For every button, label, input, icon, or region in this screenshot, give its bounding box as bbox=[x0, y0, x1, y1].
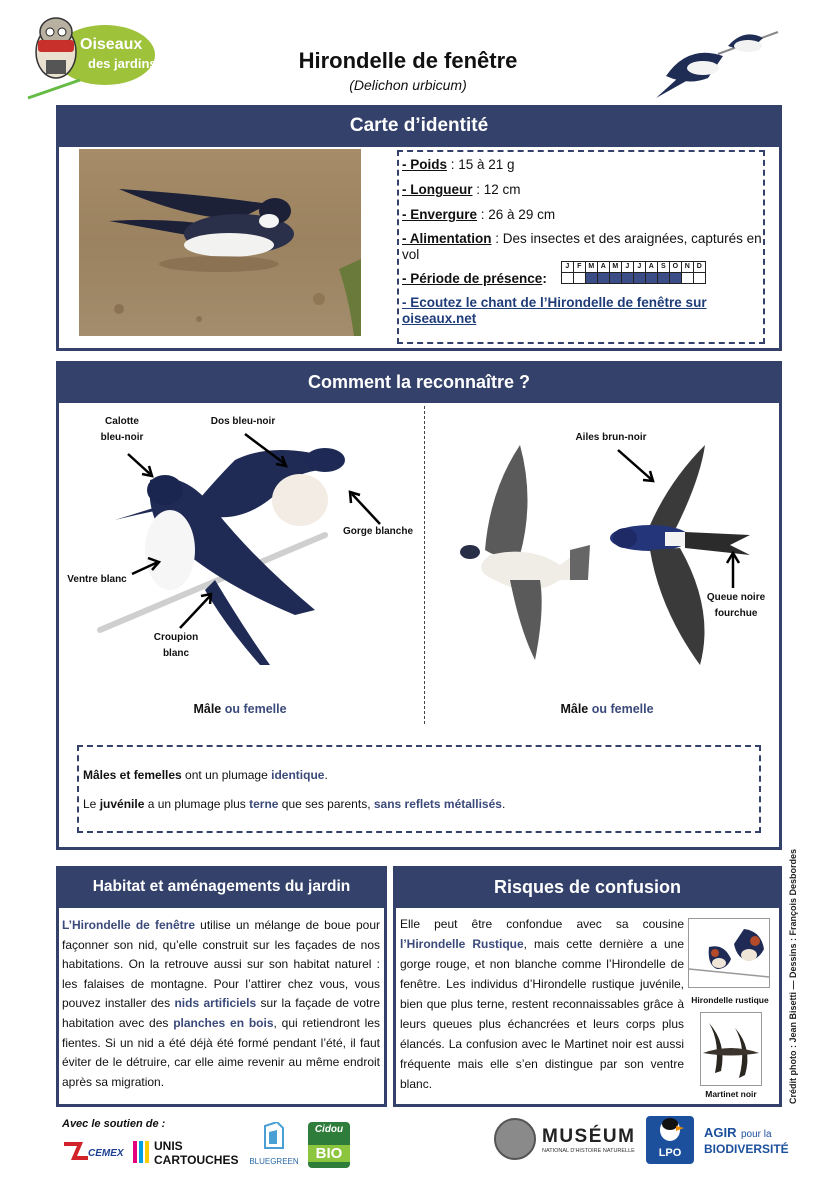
header-swallows-illustration bbox=[648, 16, 788, 106]
label-calotte: Calotte bleu-noir bbox=[100, 416, 144, 443]
cemex-logo bbox=[62, 1140, 128, 1170]
label-croupion: Croupion blanc bbox=[153, 632, 199, 659]
bluegreen-text: BLUEGREEN bbox=[249, 1157, 299, 1166]
fact-span-value: : 26 à 29 cm bbox=[477, 207, 556, 222]
habitat-f: , qui retiendront les fientes. Si un nid a été déjà été formé pendant l’été, il faut éviter de le détruire, car elle aime revenir au même endroit après sa migration. bbox=[62, 1015, 381, 1089]
calendar-month-1: J bbox=[561, 261, 573, 272]
label-gorge: Gorge blanche bbox=[342, 526, 413, 537]
fact-span-label: - Envergure bbox=[402, 207, 478, 222]
calendar-presence-12 bbox=[693, 272, 705, 283]
photo-credit: Crédit photo : Jean Bisetti — Dessins : François Desbordes bbox=[788, 848, 798, 1104]
fact-weight bbox=[402, 156, 762, 174]
calendar-month-11: N bbox=[681, 261, 693, 272]
confusion-b: l’Hirondelle Rustique bbox=[400, 937, 524, 951]
plumage-note-2 bbox=[83, 797, 505, 811]
note2-a: Le bbox=[83, 797, 100, 811]
note1-c: identique bbox=[271, 768, 325, 782]
agir-line1: AGIR bbox=[704, 1125, 737, 1140]
cemex-text: CEMEX bbox=[88, 1148, 124, 1159]
barn-swallow-image bbox=[688, 918, 770, 988]
logo-line2: des jardins bbox=[88, 56, 157, 71]
bluegreen-logo bbox=[244, 1122, 304, 1168]
habitat-text bbox=[62, 916, 380, 1092]
fact-span bbox=[402, 206, 762, 224]
label-arrows-right bbox=[600, 440, 800, 640]
label-queue: Queue noire fourchue bbox=[706, 592, 766, 619]
note2-e: que ses parents, bbox=[278, 797, 374, 811]
habitat-b: utilise un mélange de boue pour façonner son nid, qu’elle construit sur les façades de nos habitations. On la retrouve aussi sur son habitat naturel : les falaises de montagne. Pour l’attirer chez vous, vous pouvez installer des bbox=[62, 918, 380, 1011]
fact-length-label: - Longueur bbox=[402, 182, 473, 197]
museum-text: MUSÉUM bbox=[542, 1126, 636, 1147]
note2-g: . bbox=[501, 797, 506, 811]
cidou-line1: Cidou bbox=[314, 1124, 344, 1135]
label-ailes: Ailes brun-noir bbox=[575, 432, 647, 443]
calendar-presence-1 bbox=[561, 272, 573, 283]
caption-left-rest: ou femelle bbox=[221, 702, 287, 716]
calendar-presence-3 bbox=[585, 272, 597, 283]
lpo-text: LPO bbox=[658, 1147, 682, 1159]
song-link[interactable]: - Ecoutez le chant de l’Hirondelle de fenêtre sur oiseaux.net bbox=[402, 295, 707, 326]
fact-weight-value: : 15 à 21 g bbox=[447, 157, 515, 172]
caption-right bbox=[507, 702, 707, 716]
note2-c: a un plumage plus bbox=[144, 797, 250, 811]
fact-length bbox=[402, 181, 762, 199]
calendar-presence-10 bbox=[669, 272, 681, 283]
calendar-month-4: A bbox=[597, 261, 609, 272]
calendar-presence-7 bbox=[633, 272, 645, 283]
museum-subtext: NATIONAL D'HISTOIRE NATURELLE bbox=[542, 1148, 635, 1154]
calendar-month-10: O bbox=[669, 261, 681, 272]
support-text: Avec le soutien de : bbox=[62, 1118, 166, 1130]
calendar-month-8: A bbox=[645, 261, 657, 272]
calendar-month-2: F bbox=[573, 261, 585, 272]
label-arrows-left bbox=[60, 406, 480, 706]
fact-period-label: - Période de présence bbox=[402, 271, 543, 286]
lpo-logo bbox=[646, 1116, 694, 1164]
confusion-c: , mais cette dernière a une gorge rouge, et non blanche comme l’Hirondelle de fenêtre. Les individus d’Hirondelle rustique juvénile, bien que plus terne, restent reconnaissables grâce à leurs queues plus échancrées et leurs corps plus élancés. La confusion avec le Martinet noir est aussi fréquente mais elle s’en distingue par son ventre blanc. bbox=[400, 937, 685, 1091]
note2-d: terne bbox=[249, 797, 279, 811]
calendar-month-3: M bbox=[585, 261, 597, 272]
agir-logo bbox=[704, 1124, 794, 1164]
identity-facts bbox=[402, 156, 762, 327]
fact-period bbox=[402, 263, 762, 288]
note2-b: juvénile bbox=[99, 797, 145, 811]
calendar-month-5: M bbox=[609, 261, 621, 272]
cidou-line2: BIO bbox=[308, 1145, 350, 1162]
label-dos: Dos bleu-noir bbox=[210, 416, 276, 427]
page-title: Hirondelle de fenêtre bbox=[298, 48, 518, 73]
puffin-icon bbox=[654, 1116, 686, 1142]
fact-period-sep: : bbox=[542, 271, 547, 286]
unis-line2: CARTOUCHES bbox=[154, 1153, 239, 1167]
calendar-month-12: D bbox=[693, 261, 705, 272]
caption-right-bold: Mâle bbox=[560, 702, 589, 716]
note1-a: Mâles et femelles bbox=[83, 768, 182, 782]
unis-mark-icon bbox=[132, 1137, 152, 1167]
unis-cartouches-logo bbox=[132, 1137, 242, 1171]
fact-weight-label: - Poids bbox=[402, 157, 448, 172]
fact-food bbox=[402, 231, 762, 263]
identity-heading: Carte d’identité bbox=[56, 105, 782, 147]
note1-b: ont un plumage bbox=[181, 768, 272, 782]
calendar-presence-6 bbox=[621, 272, 633, 283]
calendar-presence-11 bbox=[681, 272, 693, 283]
caption-left bbox=[140, 702, 340, 716]
habitat-heading: Habitat et aménagements du jardin bbox=[56, 866, 387, 908]
caption-barn-swallow: Hirondelle rustique bbox=[691, 995, 769, 1005]
plumage-note-box bbox=[77, 745, 761, 833]
agir-line2: pour la bbox=[740, 1129, 772, 1140]
fact-food-label: - Alimentation bbox=[402, 231, 492, 246]
calendar-presence-4 bbox=[597, 272, 609, 283]
presence-calendar bbox=[561, 261, 706, 284]
museum-seal-icon bbox=[494, 1118, 536, 1160]
note2-f: sans reflets métallisés bbox=[373, 797, 502, 811]
habitat-d: sur la façade de votre habitation avec des bbox=[62, 996, 380, 1030]
caption-swift: Martinet noir bbox=[705, 1089, 757, 1099]
calendar-presence-8 bbox=[645, 272, 657, 283]
note1-d: . bbox=[324, 768, 328, 782]
habitat-a: L’Hirondelle de fenêtre bbox=[62, 918, 195, 932]
confusion-text bbox=[400, 914, 684, 1094]
fact-food-value: : Des insectes et des araignées, capturés en vol bbox=[402, 231, 762, 262]
fact-length-value: : 12 cm bbox=[472, 182, 521, 197]
calendar-month-9: S bbox=[657, 261, 669, 272]
calendar-presence-9 bbox=[657, 272, 669, 283]
caption-right-rest: ou femelle bbox=[588, 702, 654, 716]
identity-photo bbox=[79, 149, 361, 336]
confusion-a: Elle peut être confondue avec sa cousine bbox=[400, 917, 684, 931]
plumage-note-1 bbox=[83, 768, 328, 782]
logo-line1: Oiseaux bbox=[80, 36, 143, 53]
caption-left-bold: Mâle bbox=[193, 702, 222, 716]
swift-image bbox=[700, 1012, 762, 1086]
unis-line1: UNIS bbox=[154, 1139, 183, 1153]
habitat-e: planches en bois bbox=[173, 1015, 274, 1030]
habitat-c: nids artificiels bbox=[174, 996, 257, 1011]
bluegreen-mark-icon bbox=[261, 1122, 287, 1152]
calendar-month-7: J bbox=[633, 261, 645, 272]
latin-name: (Delichon urbicum) bbox=[349, 77, 467, 93]
calendar-month-6: J bbox=[621, 261, 633, 272]
cidou-logo bbox=[308, 1122, 350, 1168]
confusion-heading: Risques de confusion bbox=[393, 866, 782, 908]
calendar-presence-2 bbox=[573, 272, 585, 283]
recognize-heading: Comment la reconnaître ? bbox=[56, 361, 782, 403]
calendar-presence-5 bbox=[609, 272, 621, 283]
label-ventre: Ventre blanc bbox=[67, 574, 127, 585]
agir-line3: BIODIVERSITÉ bbox=[704, 1142, 789, 1156]
